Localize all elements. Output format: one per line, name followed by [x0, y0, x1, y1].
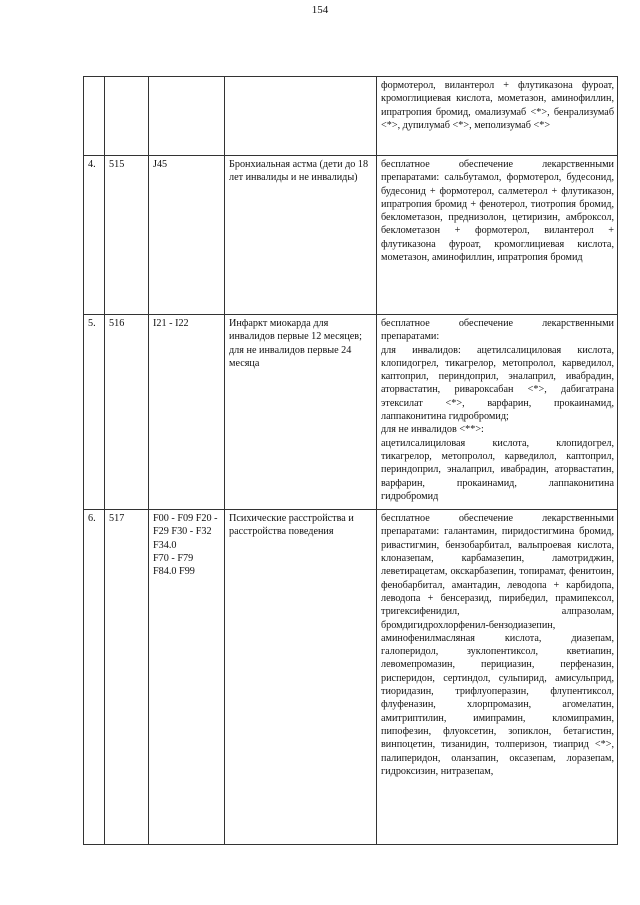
disease-cell: Инфаркт миокарда для инвалидов первые 12 месяцев; для не инвалидов первые 24 месяца — [225, 315, 377, 510]
icd-code-cell: I21 - I22 — [149, 315, 225, 510]
disease-cell — [225, 77, 377, 156]
table-row — [84, 77, 618, 156]
row-number-cell: 6. — [84, 510, 105, 845]
disease-cell: Бронхиальная астма (дети до 18 лет инвалиды и не инвалиды) — [225, 156, 377, 315]
icd-code-cell: F00 - F09 F20 - F29 F30 - F32 F34.0 F70 - F79 F84.0 F99 — [149, 510, 225, 845]
medications-cell: формотерол, вилантерол + флутиказона фуроат, кромоглициевая кислота, мометазон, аминофиллин, ипратропия бромид, омализумаб <*>, бенрализумаб <*>, дупилумаб <*>, меполизумаб <*> — [377, 77, 618, 156]
icd-code-cell: J45 — [149, 156, 225, 315]
benefits-table — [83, 76, 618, 845]
medications-cell: бесплатное обеспечение лекарственными препаратами: для инвалидов: ацетилсалициловая кислота, клопидогрел, тикагрелор, метопролол, карведилол, каптоприл, периндоприл, эналаприл, ивабрадин, аторвастатин, ривароксабан <*>, дабигатрана этексилат <*>, варфарин, прокаинамид, лаппаконитина гидробромид; для не инвалидов <**>: ацетилсалициловая кислота, клопидогрел, тикагрелор, метопролол, карведилол, каптоприл, периндоприл, эналаприл, ивабрадин, аторвастатин, варфарин, прокаинамид, лаппаконитина гидробромид — [377, 315, 618, 510]
row-number-cell: 5. — [84, 315, 105, 510]
program-code-cell — [105, 77, 149, 156]
table-row — [84, 510, 618, 845]
program-code-cell: 517 — [105, 510, 149, 845]
disease-cell: Психические расстройства и расстройства поведения — [225, 510, 377, 845]
program-code-cell: 516 — [105, 315, 149, 510]
medications-cell: бесплатное обеспечение лекарственными препаратами: сальбутамол, формотерол, будесонид, будесонид + формотерол, салметерол + флутиказон, ипратропия бромид + фенотерол, тиотропия бромид, беклометазон, преднизолон, цетиризин, амброксол, беклометазон + формотерол, вилантерол + флутиказона фуроат, кромоглициевая кислота, мометазон, аминофиллин, ипратропия бромид — [377, 156, 618, 315]
row-number-cell: 4. — [84, 156, 105, 315]
table-row — [84, 315, 618, 510]
medications-cell: бесплатное обеспечение лекарственными препаратами: галантамин, пиридостигмина бромид, ривастигмин, бензобарбитал, вальпроевая кислота, клоназепам, карбамазепин, ламотриджин, леветирацетам, окскарбазепин, топирамат, фенитоин, фенобарбитал, амантадин, леводопа + карбидопа, леводопа + бенсеразид, пирибедил, прамипексол, тригексифенидил, алпразолам, бромдигидрохлорфенил-бензодиазепин, аминофенилмасляная кислота, диазепам, галоперидол, зуклопентиксол, кветиапин, левомепромазин, перициазин, перфеназин, рисперидон, сертиндол, сульпирид, амисульприд, тиоридазин, трифлуоперазин, флупентиксол, флуфеназин, хлорпромазин, агомелатин, амитриптилин, имипрамин, кломипрамин, пипофезин, флуоксетин, зопиклон, бетагистин, винпоцетин, тизанидин, толперизон, тиаприд <*>, палиперидон, оланзапин, оксазепам, лоразепам, гидроксизин, нитразепам, — [377, 510, 618, 845]
icd-code-cell — [149, 77, 225, 156]
table-row — [84, 156, 618, 315]
program-code-cell: 515 — [105, 156, 149, 315]
page-number: 154 — [311, 4, 329, 16]
row-number-cell — [84, 77, 105, 156]
